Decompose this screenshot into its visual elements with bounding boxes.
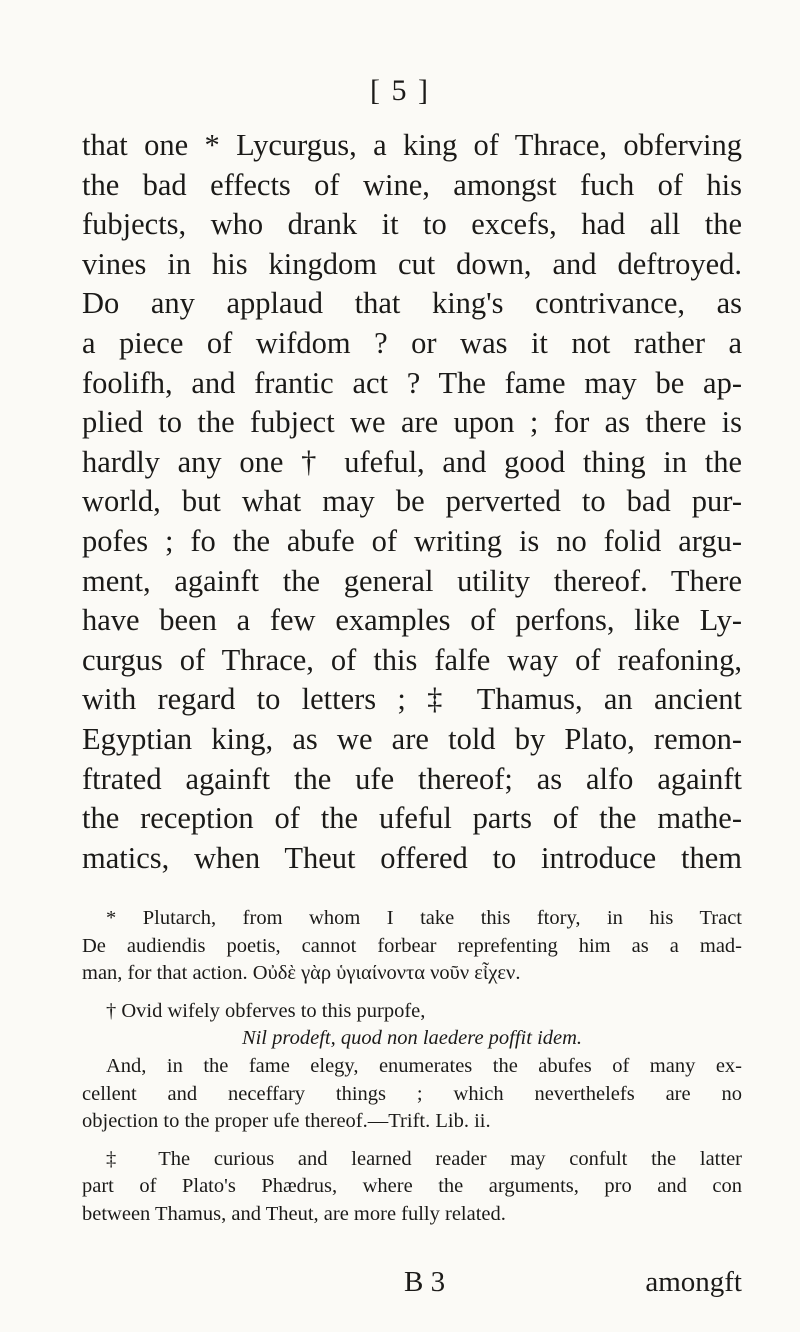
catchword: amongft	[645, 1266, 742, 1298]
text-line: Do any applaud that king's contrivance, as	[82, 286, 742, 321]
footnote-line: objection to the proper ufe thereof.—Trift. Lib. ii.	[82, 1110, 491, 1133]
footnote-line: † Ovid wifely obferves to this purpofe,	[106, 999, 426, 1022]
text-line: fubjects, who drank it to excefs, had all the	[82, 207, 742, 242]
text-line: curgus of Thrace, of this falfe way of reafoning,	[82, 642, 742, 677]
text-line: pofes ; fo the abufe of writing is no folid argu-	[82, 523, 742, 558]
text-line: matics, when Theut offered to introduce them	[82, 840, 742, 875]
text-line: a piece of wifdom ? or was it not rather a	[82, 325, 742, 360]
text-line: Egyptian king, as we are told by Plato, remon-	[82, 721, 742, 756]
footnotes	[82, 905, 742, 1229]
text-line: plied to the fubject we are upon ; for as there is	[82, 405, 742, 440]
text-line: ment, againft the general utility thereof. There	[82, 563, 742, 598]
footnote-line: * Plutarch, from whom I take this ftory, in his Tract	[106, 907, 742, 929]
footnote-line: And, in the fame elegy, enumerates the abufes of many ex-	[106, 1054, 742, 1077]
footnote-quote: Nil prodeft, quod non laedere poffit idem.	[241, 1027, 583, 1050]
signature-mark: B 3	[404, 1266, 446, 1298]
text-line: that one * Lycurgus, a king of Thrace, obferving	[82, 128, 742, 162]
footnote-line: De audiendis poetis, cannot forbear reprefenting him as a mad-	[82, 934, 742, 957]
text-line: have been a few examples of perfons, like Ly-	[82, 603, 742, 638]
text-line: ftrated againft the ufe thereof; as alfo againft	[82, 761, 742, 796]
footnote-line: part of Plato's Phædrus, where the arguments, pro and con	[82, 1175, 742, 1198]
text-line: the bad effects of wine, amongst fuch of his	[82, 167, 742, 202]
text-line: world, but what may be perverted to bad pur-	[82, 484, 742, 519]
text-line: vines in his kingdom cut down, and deftroyed.	[82, 246, 742, 281]
footnote-line: between Thamus, and Theut, are more fully related.	[82, 1202, 506, 1225]
text-line: foolifh, and frantic act ? The fame may be ap-	[82, 365, 742, 400]
text-line: with regard to letters ; ‡ Thamus, an ancient	[82, 682, 742, 717]
footnote-line: cellent and neceffary things ; which neverthelefs are no	[82, 1082, 742, 1105]
footnote-line: man, for that action. Οὐδὲ γὰρ ὑγιαίνοντα νοῦν εἶχεν.	[82, 962, 521, 985]
text-line: hardly any one † ufeful, and good thing in the	[82, 444, 742, 479]
text-line: the reception of the ufeful parts of the mathe-	[82, 801, 742, 836]
main-text	[82, 126, 742, 878]
footnote-line: ‡ The curious and learned reader may confult the latter	[106, 1147, 742, 1170]
page-number: [ 5 ]	[370, 74, 430, 107]
